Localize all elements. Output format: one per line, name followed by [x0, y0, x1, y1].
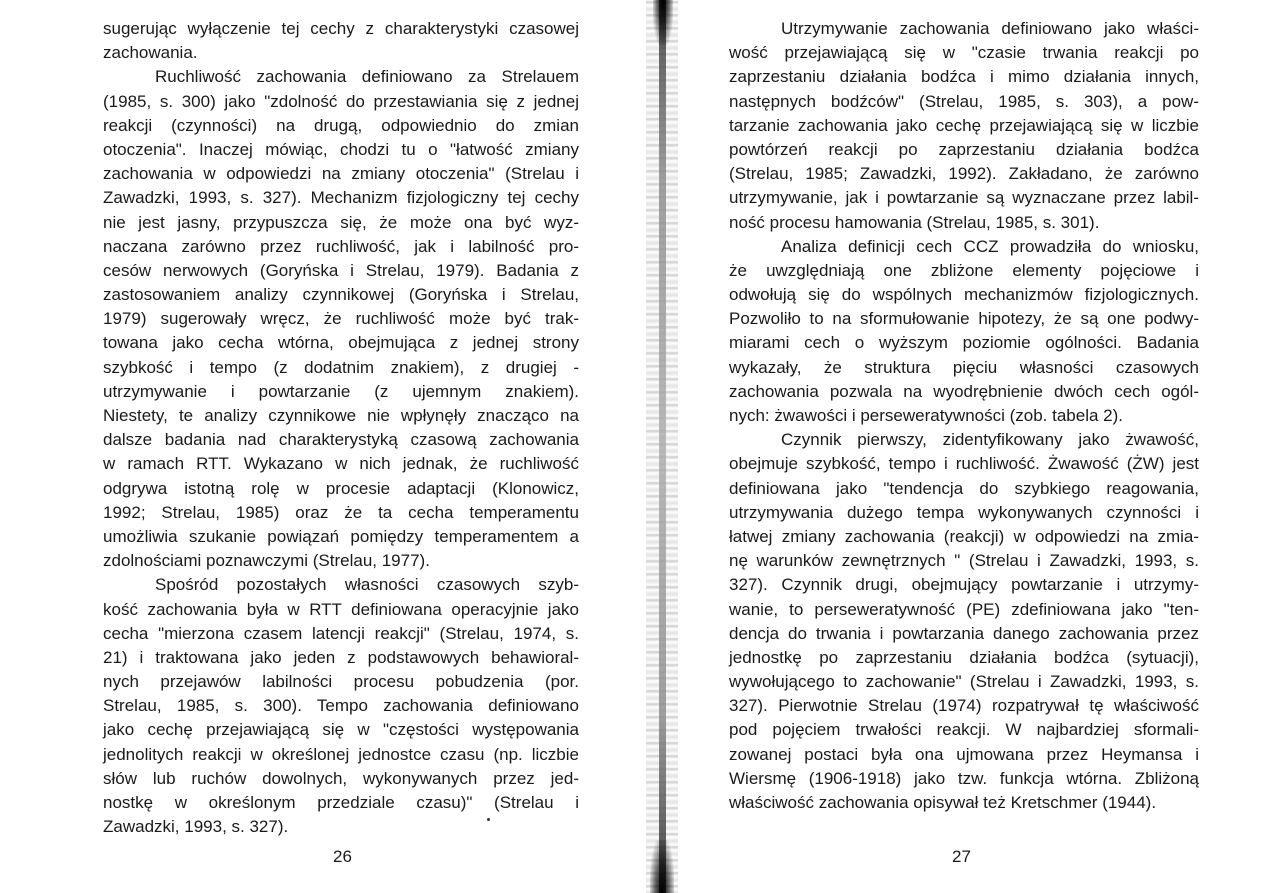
text-line: towana jako cecha wtórna, obejmująca z jednej strony: [103, 333, 579, 353]
text-line: wywołującego to zachowanie" (Strelau i Zawadzki, 1993, s.: [729, 672, 1199, 692]
text-line: następnych bodźców" (Strelau, 1985, s. 303), a pow-: [729, 91, 1199, 111]
text-line: nie jest jasny, przypuszcza się, że może ona być wyz-: [103, 212, 579, 232]
text-line: 21) i traktowana jako jeden z podstawowych behawioral-: [103, 647, 579, 667]
text-line: definiowana jako "tendencja do szybkiego reagowania,: [729, 478, 1199, 498]
text-line: wykazały, że struktura pięciu własności czasowych: [729, 357, 1199, 377]
text-line: (1985, s. 300) jako "zdolność do przestawiania się z jednej: [103, 91, 579, 111]
text-line: słów lub ruchów dowolnych, wykonywanych przez jed-: [103, 768, 579, 788]
text-line: 327). Czynnik drugi, obejmujący powtarzanie i utrzymy-: [729, 575, 1199, 595]
text-line: szybkość i tempo (z dodatnim znakiem), z drugiej -: [103, 357, 579, 377]
page-number: 26: [333, 847, 352, 866]
page-number: 27: [952, 847, 971, 866]
right-page: [665, 0, 1263, 893]
text-line: utrzymywanie, jak i powtarzanie są wyznaczane przez labil-: [729, 188, 1199, 208]
text-line: Ruchliwość zachowania definiowano za Strelauem: [155, 67, 579, 87]
text-line: zdolnościami poznawczymi (Strelau, 1977).: [103, 551, 430, 571]
text-line: powtórzeń reakcji po zaprzestaniu działania bodźca: [729, 139, 1199, 159]
text-line: Zawadzki, 1993, s. 327). Mechanizm fizjologiczny tej cechy: [103, 188, 579, 208]
text-line: reakcji (czynności) na drugą, odpowiednio do zmian: [103, 115, 579, 135]
text-line: nę warunków zewnętrznych " (Strelau i Zawadzki, 1993, s.: [729, 551, 1199, 571]
paper-speck: [487, 818, 490, 821]
text-line: nych: żwawości i perseweratywności (zob. tabela 2).: [729, 406, 1123, 425]
text-line: dencja do trwania i powtarzania danego zachowania przez: [729, 623, 1199, 643]
text-line: zachowania.: [103, 43, 198, 63]
text-line: utrzymywanie i powtarzanie (z ujemnym znakiem).: [103, 381, 579, 401]
text-line: ność procesu hamowania (Strelau, 1985, s. 301).: [729, 212, 1100, 232]
text-line: zaprzestaniu działania bodźca i mimo działania innych,: [729, 67, 1199, 87]
text-line: zachowania pozwala na wyodrębnienie dwóch cech ogól-: [729, 381, 1199, 401]
text-line: Czynnik pierwszy, zidentyfikowany jako żwawość,: [781, 430, 1199, 450]
text-line: (Strelau, 1985; Zawadzki, 1992). Zakładano, że zarówno: [729, 164, 1199, 184]
text-line: jednolitych reakcji w określonej jednostce czasu (np. liczbie: [103, 744, 579, 764]
text-line: naczana zarówno przez ruchliwość, jak i labilność pro-: [103, 236, 579, 256]
text-line: Utrzymywanie zachowania definiowano jako właści-: [781, 19, 1199, 38]
text-line: nostkę w określonym przedziale czasu)" (Strelau i: [103, 793, 579, 812]
text-line: wanie, to perseweratywność (PE) zdefiniowana jako "ten-: [729, 599, 1199, 619]
text-line: utrzymywania dużego tempa wykonywanych czynności i: [729, 502, 1199, 522]
text-line: że uwzględniają one zbliżone elementy pojęciowe i: [729, 260, 1199, 280]
text-line: tarzanie zachowania jako cechę przejawiającą się w liczbie: [729, 115, 1199, 135]
text-line: Niestety, te analizy czynnikowe nie wpłynęły znacząco na: [103, 406, 579, 425]
text-line: jako cechę przejawiającą się w "częstości występowania: [103, 720, 579, 740]
text-line: pod pojęciem trwałości reakcji. W najbardziej sformali-: [729, 720, 1199, 740]
text-line: właściwość zachowania opisywał też Kretschmer (1944).: [729, 793, 1157, 812]
text-line: 1979) sugerowały wręcz, że ruchliwość może być trak-: [103, 309, 579, 329]
right-page-text: [729, 17, 1199, 815]
text-line: w ramach RTT. Wykazano w nich jednak, że ruchliwość: [103, 454, 579, 474]
text-line: Zawadzki, 1993, s. 327).: [103, 817, 289, 837]
text-line: otoczenia". Inaczej mówiąc, chodzi tu o "łatwość zmiany: [103, 139, 579, 159]
text-line: obejmuje szybkość, tempo i ruchliwość. Żwawość (ŻW) jest: [729, 454, 1199, 474]
text-line: Analiza definicji cech CCZ prowadziła do wniosku,: [781, 236, 1199, 256]
text-line: dalsze badania nad charakterystyką czasową zachowania: [103, 430, 579, 450]
text-line: jednostkę po zaprzestaniu działania bodźca (sytuacji),: [729, 647, 1199, 667]
text-line: Wiersmę (1906-1918) jako tzw. funkcja wtórna. Zbliżoną: [729, 768, 1199, 788]
text-line: nych przejawów labilności procesu pobudzenia (por.: [103, 672, 579, 692]
text-line: 1992; Strelau, 1985) oraz że ta cecha temperamentu: [103, 502, 579, 522]
text-line: cesów nerwowych (Goryńska i Strelau, 1979). Badania z: [103, 260, 579, 280]
text-line: cecha "mierzona czasem latencji reakcji" (Strelau, 1974, s.: [103, 623, 579, 643]
left-page-text: [103, 17, 579, 839]
text-line: sugerując wyłączenie tej cechy z charakterystyki czasowej: [103, 19, 579, 38]
text-line: łatwej zmiany zachowania (reakcji) w odpowiedzi na zmia-: [729, 526, 1199, 546]
text-line: 327). Pierwotnie Strelau (1974) rozpatrywał tę właściwość: [729, 696, 1199, 716]
text-line: Strelau, 1985, s. 300). Tempo zachowania definiowano: [103, 696, 579, 716]
text-line: zastosowaniem analizy czynnikowej (Goryńska i Strelau,: [103, 285, 579, 305]
text-line: Pozwoliło to na sformułowanie hipotezy, że są one podwy-: [729, 309, 1199, 329]
text-line: kość zachowania była w RTT definiowana operacyjnie jako: [103, 599, 579, 619]
text-line: odgrywa istotną rolę w procesie adaptacji (Klonowicz,: [103, 478, 579, 498]
text-line: wość przejawiającą się w "czasie trwania reakcji po: [729, 43, 1199, 63]
text-line: odwołują się do wspólnych mechanizmów fizjologicznych.: [729, 285, 1199, 305]
text-line: zowanej postaci była ona ujmowana przez Heymansa i: [729, 744, 1199, 764]
text-line: miarami cech o wyższym poziomie ogólności. Badania: [729, 333, 1199, 353]
text-line: Spośród pozostałych własności czasowych szyb-: [155, 575, 579, 595]
text-line: zachowania w odpowiedzi na zmiany otoczenia" (Strelau i: [103, 164, 579, 184]
text-line: umożliwia szukanie powiązań pomiędzy temperamentem a: [103, 526, 579, 546]
